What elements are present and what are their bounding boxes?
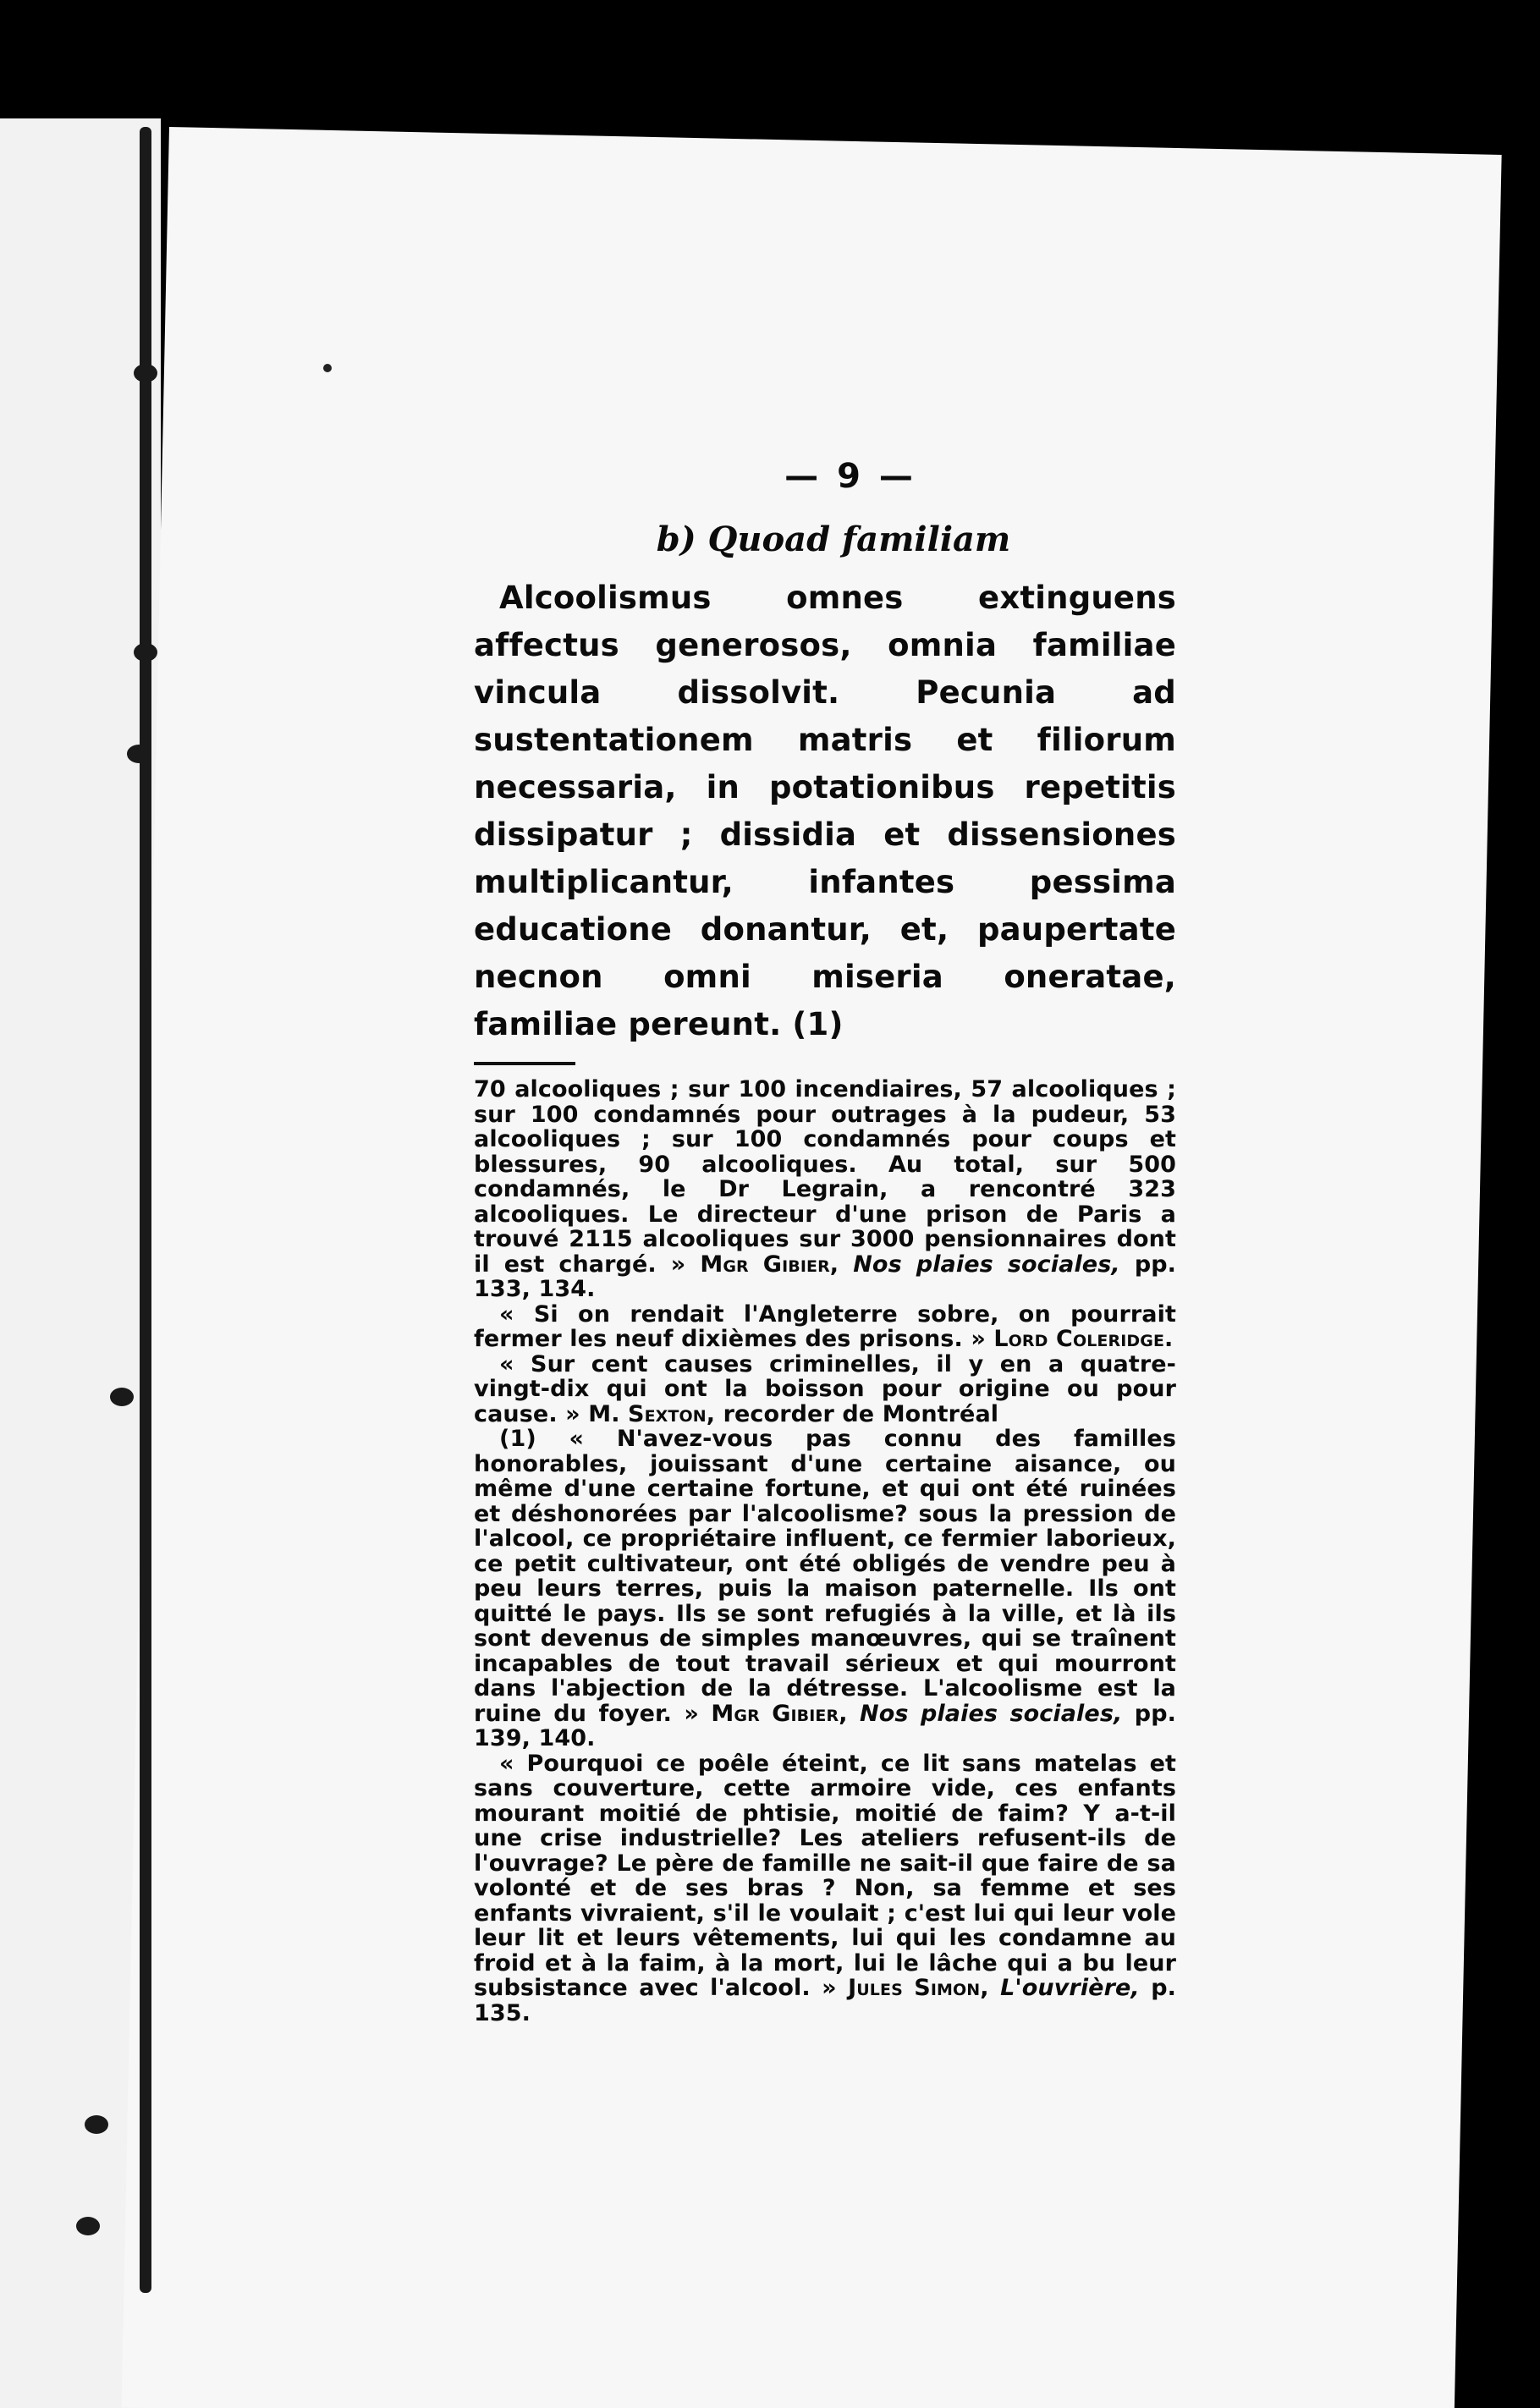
footnote-work: Nos plaies sociales, <box>860 1700 1123 1727</box>
binding-stitch <box>127 745 151 763</box>
footnote-block <box>474 1352 1176 1427</box>
footnote-text: (1) « N'avez-vous pas connu des familles honorables, jouissant d'une certaine aisance, ou même d'une certaine fortune, et qui ont été ruinées et déshonorées par l'alcoolisme? sous la pression de l'alcool, ce propriétaire influent, ce fermier laborieux, ce petit cultivateur, ont été obligés de vendre peu à peu leurs terres, puis la maison paternelle. Ils ont quitté le pays. Ils se sont refugiés à la ville, et là ils sont devenus de simples manœuvres, qui se traînent incapables de tout travail sérieux et qui mourront dans l'abjection de la détresse. L'alcoolisme est la ruine du foyer. » <box>474 1426 1176 1727</box>
binding-stitch <box>134 643 157 662</box>
footnote-text: « Sur cent causes criminelles, il y en a quatre-vingt-dix qui ont la boisson pour origine ou pour cause. » <box>474 1350 1176 1427</box>
footnote-text: 70 alcooliques ; sur 100 incendiaires, 57 alcooliques ; sur 100 condamnés pour outrages à la pudeur, 53 alcooliques ; sur 100 condamnés pour coups et blessures, 90 alcooliques. Au total, sur 500 condamnés, le Dr Legrain, a rencontré 323 alcooliques. Le directeur d'une prison de Paris a trouvé 2115 alcooliques sur 3000 pensionnaires dont il est chargé. » <box>474 1076 1176 1278</box>
footnote-block <box>474 1427 1176 1751</box>
section-title: b) Quoad familiam <box>656 520 1011 559</box>
footnote-text: « Pourquoi ce poêle éteint, ce lit sans matelas et sans couverture, cette armoire vide, ces enfants mourant moitié de phtisie, moitié de faim? Y a-t-il une crise industrielle? Les ateliers refusent-ils de l'ouvrage? Le père de famille ne sait-il que faire de sa volonté et de ses bras ? Non, sa femme et ses enfants vivraient, s'il le voulait ; c'est lui qui leur vole leur lit et leurs vêtements, lui qui les condamne au froid et à la faim, à la mort, lui le lâche qui a bu leur subsistance avec l'alcool. » <box>474 1750 1176 2001</box>
binding-stitch <box>110 1388 134 1406</box>
footnote-ref: pp. 133, 134. <box>474 1251 1177 1302</box>
footnote-author: Mgr Gibier, <box>711 1700 848 1727</box>
speck <box>323 364 332 372</box>
binding-stitch <box>134 364 157 382</box>
footnote-author: M. Sexton, <box>588 1400 716 1427</box>
binding-stitch <box>76 2217 100 2235</box>
page-content <box>474 457 1176 2026</box>
footnote-ref: pp. 139, 140. <box>474 1700 1177 1751</box>
footnote-text: « Si on rendait l'Angleterre sobre, on pourrait fermer les neuf dixièmes des prisons. » <box>474 1300 1176 1352</box>
footnote-author: Jules Simon, <box>848 1975 989 2001</box>
footnote-rule <box>474 1062 575 1065</box>
footnote-block <box>474 1302 1176 1352</box>
footnote-block <box>474 1751 1176 2026</box>
footnote-ref: recorder de Montréal <box>723 1400 999 1427</box>
footnote-author: Mgr Gibier, <box>700 1251 839 1278</box>
binding-spine <box>140 127 151 2293</box>
binding-stitch <box>85 2115 108 2134</box>
footnote-work: L'ouvrière, <box>1000 1975 1140 2001</box>
page-number: — 9 — <box>784 457 916 496</box>
footnote-block <box>474 1077 1176 1302</box>
footnote-author: Lord Coleridge. <box>993 1326 1174 1352</box>
footnote-ref: p. 135. <box>474 1975 1177 2026</box>
main-paragraph: Alcoolismus omnes extinguens affectus generosos, omnia familiae vincula dissolvit. Pecunia ad sustentationem matris et filiorum necessaria, in potationibus repetitis dissipatur ; dissidia et dissensiones multiplicantur, infantes pessima educatione donantur, et, paupertate necnon omni miseria oneratae, familiae pereunt. (1) <box>474 580 1176 1042</box>
footnote-work: Nos plaies sociales, <box>853 1251 1120 1278</box>
